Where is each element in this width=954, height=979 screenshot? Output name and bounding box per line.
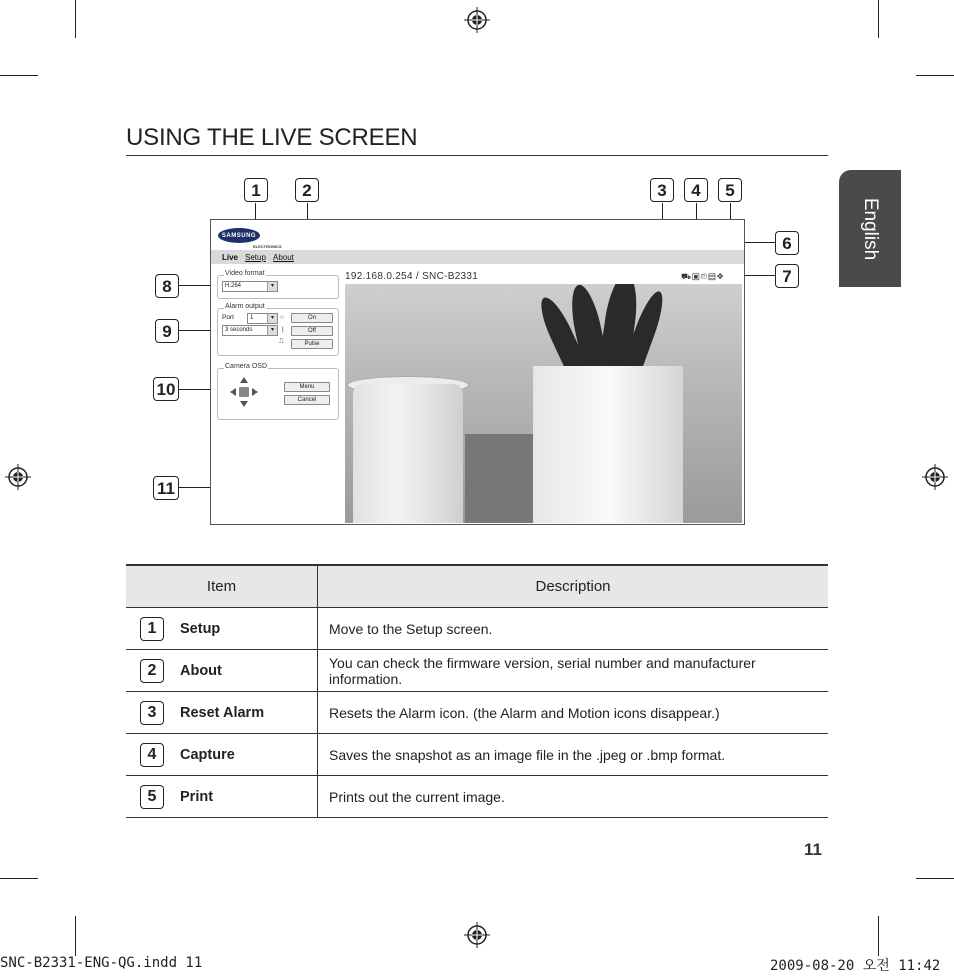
video-format-select[interactable] (222, 281, 278, 292)
crop-mark (0, 75, 38, 76)
page-number: 11 (804, 840, 822, 859)
video-format-value: H.264 (225, 283, 242, 289)
registration-mark-icon (922, 464, 948, 490)
description-cell: Resets the Alarm icon. (the Alarm and Motion icons disappear.) (318, 692, 829, 734)
osd-menu-button[interactable]: Menu (284, 382, 330, 392)
fullscreen-icon[interactable]: ▤ (708, 272, 717, 281)
callout-2: 2 (295, 178, 319, 202)
leader-line (745, 275, 775, 276)
callout-5: 5 (718, 178, 742, 202)
item-cell (126, 608, 318, 650)
registration-mark-icon (5, 464, 31, 490)
registration-mark-icon (464, 7, 490, 33)
title-rule (126, 155, 828, 156)
callout-6: 6 (775, 231, 799, 255)
camera-address: 192.168.0.254 / SNC-B2331 (345, 271, 479, 282)
item-number: 3 (140, 701, 164, 725)
alarm-off-button[interactable]: Off (291, 326, 333, 336)
header-item: Item (126, 565, 318, 608)
description-cell: You can check the firmware version, serial number and manufacturer information. (318, 650, 829, 692)
crop-mark (878, 916, 879, 956)
port-value: 1 (250, 315, 254, 321)
item-number: 2 (140, 659, 164, 683)
osd-cancel-button[interactable]: Cancel (284, 395, 330, 405)
duration-value: 3 seconds (225, 327, 253, 333)
item-cell (126, 692, 318, 734)
callout-7: 7 (775, 264, 799, 288)
live-screen-screenshot (210, 219, 745, 525)
alarm-pulse-button[interactable]: Pulse (291, 339, 333, 349)
chevron-down-icon: ▾ (267, 314, 277, 323)
registration-mark-icon (464, 922, 490, 948)
page-title: USING THE LIVE SCREEN (126, 124, 418, 151)
item-name: Reset Alarm (180, 704, 265, 721)
table-row (126, 776, 828, 818)
capture-icon[interactable]: ▣ (692, 272, 701, 281)
description-cell: Prints out the current image. (318, 776, 829, 818)
item-description-table (126, 564, 828, 818)
item-cell (126, 734, 318, 776)
table-row (126, 692, 828, 734)
description-cell: Saves the snapshot as an image file in the .jpeg or .bmp format. (318, 734, 829, 776)
nav-setup[interactable]: Setup (245, 253, 266, 262)
callout-8: 8 (155, 274, 179, 298)
item-name: Print (180, 788, 214, 805)
table-header-row (126, 565, 828, 608)
callout-1: 1 (244, 178, 268, 202)
footer-filename: SNC-B2331-ENG-QG.indd 11 (0, 955, 203, 971)
direction-pad-icon[interactable] (228, 375, 260, 409)
crop-mark (0, 878, 38, 879)
item-number: 4 (140, 743, 164, 767)
video-cup (353, 384, 463, 523)
callout-11: 11 (153, 476, 179, 500)
crop-mark (75, 0, 76, 38)
live-video-view (345, 284, 742, 523)
table-row (126, 608, 828, 650)
chevron-down-icon: ▾ (267, 282, 277, 291)
callout-10: 10 (153, 377, 179, 401)
camera-osd-label: Camera OSD (225, 363, 268, 370)
item-name: Setup (180, 620, 221, 637)
table-row (126, 650, 828, 692)
off-state-icon: | (282, 326, 284, 333)
crop-mark (916, 878, 954, 879)
footer-timestamp: 2009-08-20 오전 11:42 (770, 958, 941, 974)
samsung-logo: SAMSUNG (218, 228, 260, 243)
item-name: About (180, 662, 222, 679)
crop-mark (75, 916, 76, 956)
ptz-icon[interactable]: ✥ (716, 272, 725, 281)
chevron-down-icon: ▾ (267, 326, 277, 335)
alarm-output-label: Alarm output (225, 303, 265, 310)
port-select[interactable] (247, 313, 278, 324)
nav-live[interactable]: Live (222, 253, 239, 262)
header-description: Description (318, 565, 829, 608)
reset-alarm-icon[interactable]: ⛟ (681, 272, 693, 281)
table-row (126, 734, 828, 776)
duration-select[interactable] (222, 325, 278, 336)
nav-about[interactable]: About (273, 253, 294, 262)
description-cell: Move to the Setup screen. (318, 608, 829, 650)
item-number: 5 (140, 785, 164, 809)
pulse-state-icon: ⎍ (279, 338, 284, 345)
item-cell (126, 776, 318, 818)
item-number: 1 (140, 617, 164, 641)
video-pot (533, 366, 683, 523)
crop-mark (878, 0, 879, 38)
item-name: Capture (180, 746, 235, 763)
callout-4: 4 (684, 178, 708, 202)
print-icon[interactable]: ⎙ (700, 272, 709, 281)
logo-subtitle: ELECTRONICS (253, 244, 282, 249)
callout-9: 9 (155, 319, 179, 343)
language-tab-label (839, 170, 901, 287)
crop-mark (916, 75, 954, 76)
language-tab-text: English (860, 197, 882, 260)
toolbar-icons (681, 272, 724, 282)
port-label: Port (222, 314, 234, 321)
alarm-on-button[interactable]: On (291, 313, 333, 323)
item-cell (126, 650, 318, 692)
callout-3: 3 (650, 178, 674, 202)
video-format-label: Video format (225, 270, 265, 277)
on-state-icon: ○ (280, 314, 284, 321)
video-background (465, 434, 535, 523)
